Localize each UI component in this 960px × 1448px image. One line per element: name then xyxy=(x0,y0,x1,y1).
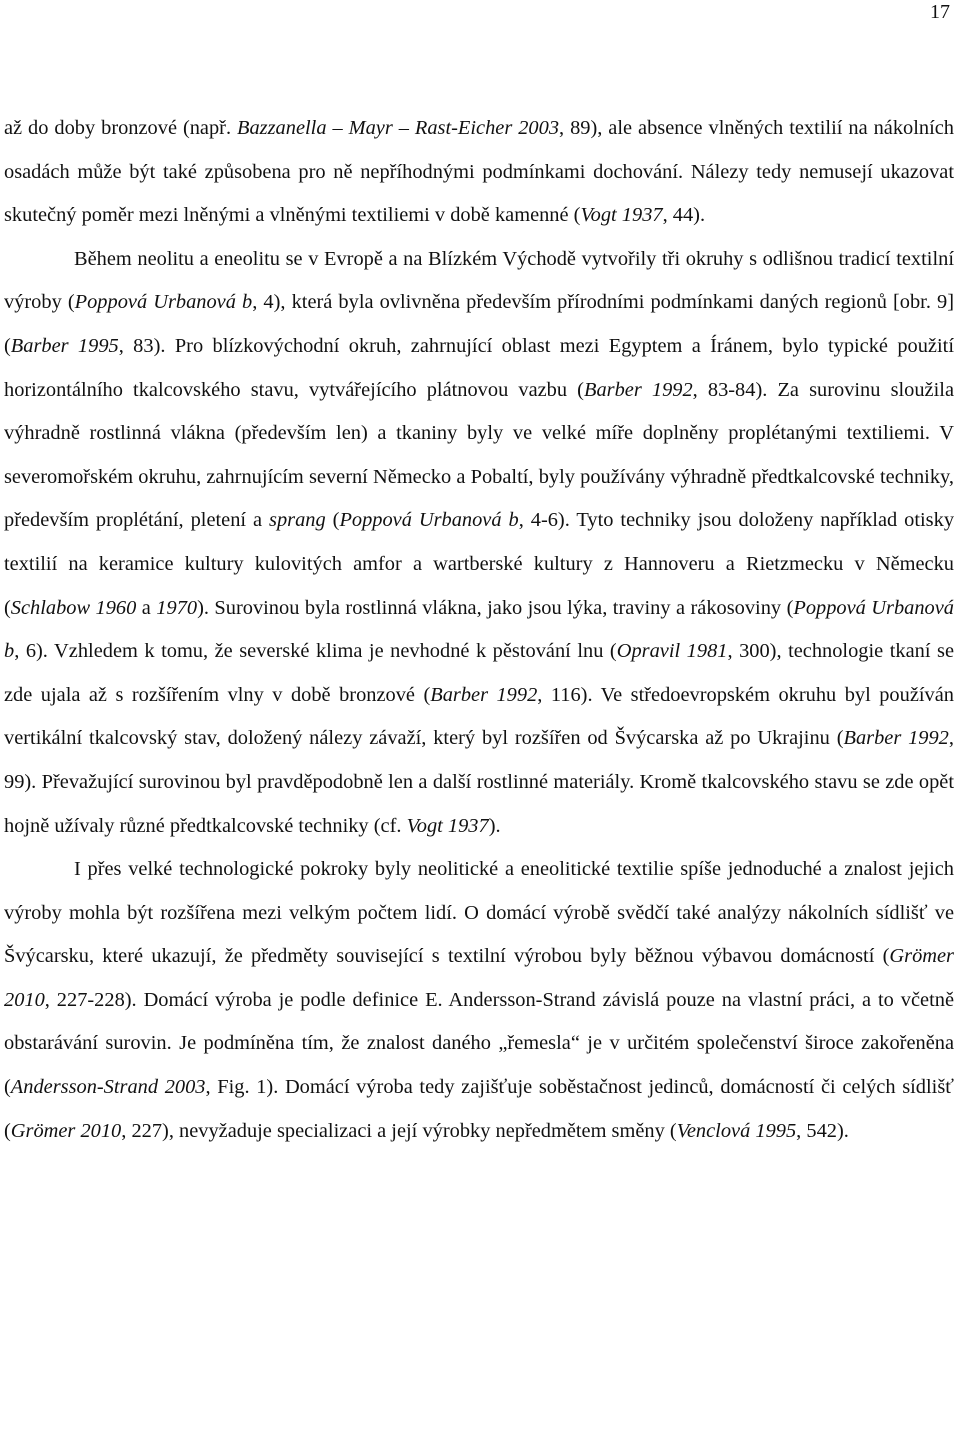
body-text-span: až do doby bronzové (např. xyxy=(4,117,238,139)
citation-text: Venclová 1995 xyxy=(676,1119,797,1142)
citation-text: Vogt 1937 xyxy=(580,204,663,227)
body-text-span: ). xyxy=(488,814,501,837)
citation-text: sprang xyxy=(269,509,326,532)
body-text-span: , 44). xyxy=(662,204,706,227)
body-text-span: , 83). Pro blízkovýchodní okruh, zahrnující oblast mezi Egyptem a Íránem, bylo typické použití horizontálního tkalcovského stavu, vytvářejícího plátnovou vazbu ( xyxy=(4,334,954,401)
body-text-span: ). Surovinou byla rostlinná vlákna, jako jsou lýka, traviny a rákosoviny ( xyxy=(197,596,794,619)
citation-text: Grömer 2010 xyxy=(4,945,954,1011)
page-number: 17 xyxy=(930,1,950,23)
body-text-span: , 99). Převažující surovinou byl pravděpodobně len a další rostlinné materiály. Kromě tkalcovského stavu se zde opět hojně užívaly různé předtkalcovské techniky (cf. xyxy=(4,727,954,837)
body-text-span: , 300), technologie tkaní se zde ujala až s rozšířením vlny v době bronzové ( xyxy=(4,640,955,706)
body-text-span: , 116). Ve středoevropském okruhu byl používán vertikální tkalcovský stav, doložený nálezy závaží, který byl rozšířen od Švýcarska až po Ukrajinu ( xyxy=(4,683,954,750)
body-text-span: , 227), nevyžaduje specializaci a její výrobky nepředmětem směny ( xyxy=(121,1119,677,1142)
body-text-span: , 4-6). Tyto techniky jsou doloženy například otisky textilií na keramice kultury kulovitých amfor a wartberské kultury z Hannoveru a Rietzmecku v Německu ( xyxy=(4,509,955,619)
body-text-span: , 542). xyxy=(796,1119,849,1142)
citation-text: Poppová Urbanová b xyxy=(4,596,954,663)
paragraph-2 xyxy=(4,238,954,848)
paragraph-3 xyxy=(4,848,954,1153)
body-text-span: , 6). Vzhledem k tomu, že severské klima je nevhodné k pěstování lnu ( xyxy=(14,640,617,663)
body-text-span: , 83-84). Za surovinu sloužila výhradně rostlinná vlákna (především len) a tkaniny byly ve velké míře doplněny proplétanými textiliemi. V severomořském okruhu, zahrnujícím severní Německo a Pobaltí, byly používány výhradně předtkalcovské techniky, především proplétání, pletení a xyxy=(4,378,954,532)
body-text-span: Během neolitu a eneolitu se v Evropě a na Blízkém Východě vytvořily tři okruhy s odlišnou tradicí textilní výroby ( xyxy=(4,247,954,314)
citation-text: 1970 xyxy=(156,596,198,619)
body-text-span: , Fig. 1). Domácí výroba tedy zajišťuje soběstačnost jedinců, domácností či celých sídlišť ( xyxy=(4,1076,954,1142)
body-text-span: , 89), ale absence vlněných textilií na nákolních osadách může být také způsobena pro ně nepříhodnými podmínkami dochování. Nálezy tedy nemusejí ukazovat skutečný poměr mezi lněnými a vlněnými textiliemi v době kamenné ( xyxy=(4,117,954,227)
citation-text: Bazzanella – Mayr – Rast-Eicher 2003 xyxy=(237,117,560,139)
citation-text: Opravil 1981 xyxy=(616,640,728,663)
body-text-span: a xyxy=(136,596,157,619)
body-text-span: I přes velké technologické pokroky byly neolitické a eneolitické textilie spíše jednoduché a znalost jejich výroby mohla být rozšířena mezi velkým počtem lidí. O domácí výrobě svědčí také analýzy nákolních sídlišť ve Švýcarsku, které ukazují, že předměty související s textilní výrobou byly běžnou výbavou domácností ( xyxy=(4,858,954,968)
citation-text: Poppová Urbanová b xyxy=(339,509,519,532)
citation-text: Vogt 1937 xyxy=(406,814,489,837)
citation-text: Barber 1992 xyxy=(843,727,949,750)
citation-text: Barber 1992 xyxy=(583,378,693,401)
body-text-span: ( xyxy=(325,509,340,532)
body-text-span: , 4), která byla ovlivněna především přírodními podmínkami daných regionů [obr. 9] ( xyxy=(4,291,955,357)
body-text-span: , 227-228). Domácí výroba je podle definice E. Andersson-Strand závislá pouze na vlastní práci, a to včetně obstarávání surovin. Je podmíněna tím, že znalost daného „řemesla“ je v určitém společenství široce zakořeněna ( xyxy=(4,988,954,1099)
citation-text: Barber 1992 xyxy=(430,683,538,706)
paragraph-1 xyxy=(4,107,954,238)
citation-text: Poppová Urbanová b xyxy=(74,291,253,314)
citation-text: Barber 1995 xyxy=(10,334,119,357)
citation-text: Andersson-Strand 2003 xyxy=(10,1076,206,1099)
citation-text: Schlabow 1960 xyxy=(10,596,137,619)
body-text xyxy=(4,107,954,1153)
citation-text: Grömer 2010 xyxy=(10,1119,122,1142)
